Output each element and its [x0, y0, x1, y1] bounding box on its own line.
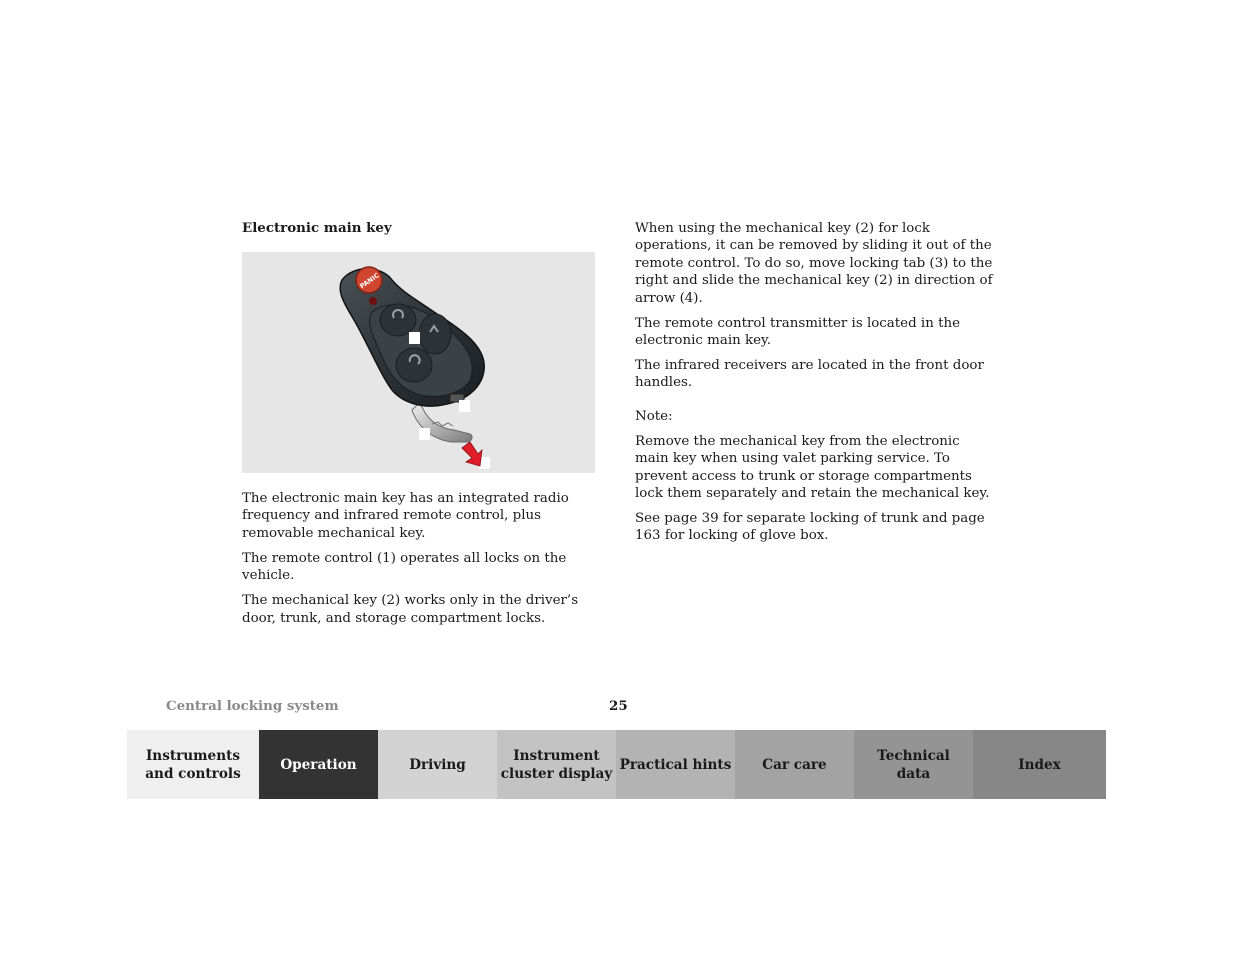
callout-marker-2	[419, 428, 430, 440]
tab-instrument-cluster-display[interactable]	[497, 730, 616, 799]
removal-paragraph: When using the mechanical key (2) for lock operations, it can be removed by sliding it out of the remote control. To do so, move locking tab (3) to the right and slide the mechanical key (2) in direction of arrow (4).	[635, 221, 993, 306]
callout-marker-1	[409, 332, 420, 344]
tab-instruments-and-controls[interactable]	[127, 730, 259, 799]
unlock-button	[419, 314, 451, 354]
receivers-paragraph: The infrared receivers are located in the front door handles.	[635, 358, 984, 391]
chapter-tabs	[127, 730, 1106, 799]
tab-practical-hints[interactable]	[616, 730, 735, 799]
lock-button	[380, 304, 416, 336]
section-heading: Electronic main key	[242, 220, 392, 236]
note-label: Note:	[635, 408, 673, 424]
panic-label: PANIC	[358, 271, 381, 291]
tab-technical-data[interactable]	[854, 730, 973, 799]
trunk-button	[396, 348, 432, 382]
tab-label: Driving	[409, 756, 466, 773]
tab-label: Index	[1018, 756, 1061, 773]
tab-label: Technical data	[877, 747, 950, 782]
callout-marker-3	[459, 400, 470, 412]
tab-label: Practical hints	[619, 756, 732, 773]
tab-car-care[interactable]	[735, 730, 854, 799]
tab-driving[interactable]	[378, 730, 497, 799]
indicator-led	[369, 297, 377, 305]
valet-note-paragraph: Remove the mechanical key from the electronic main key when using valet parking service. To prevent access to trunk or storage compartments lock them separately and retain the mechanical key.	[635, 433, 990, 502]
tab-label: Instruments and controls	[145, 747, 241, 782]
key-drawing	[242, 252, 595, 473]
transmitter-paragraph: The remote control transmitter is located in the electronic main key.	[635, 315, 961, 349]
tab-label: Operation	[280, 756, 357, 773]
tab-label: Car care	[762, 756, 827, 773]
mechanical-key-paragraph: The mechanical key (2) works only in the driver’s door, trunk, and storage compartment locks.	[242, 593, 579, 626]
panic-button	[356, 267, 382, 293]
remote-control-paragraph: The remote control (1) operates all locks on the vehicle.	[242, 550, 567, 584]
direction-arrow-icon	[462, 442, 482, 466]
left-column-text	[242, 490, 604, 635]
right-column-text	[635, 220, 997, 552]
tab-index[interactable]	[973, 730, 1106, 799]
tab-label: Instrument cluster display	[500, 747, 613, 782]
tab-operation[interactable]	[259, 730, 378, 799]
key-illustration	[242, 252, 595, 473]
page-number: 25	[609, 698, 628, 714]
intro-paragraph: The electronic main key has an integrated radio frequency and infrared remote control, plus removable mechanical key.	[242, 491, 569, 541]
see-page-paragraph: See page 39 for separate locking of trunk and page 163 for locking of glove box.	[635, 511, 985, 544]
footer-section-title: Central locking system	[166, 698, 339, 714]
